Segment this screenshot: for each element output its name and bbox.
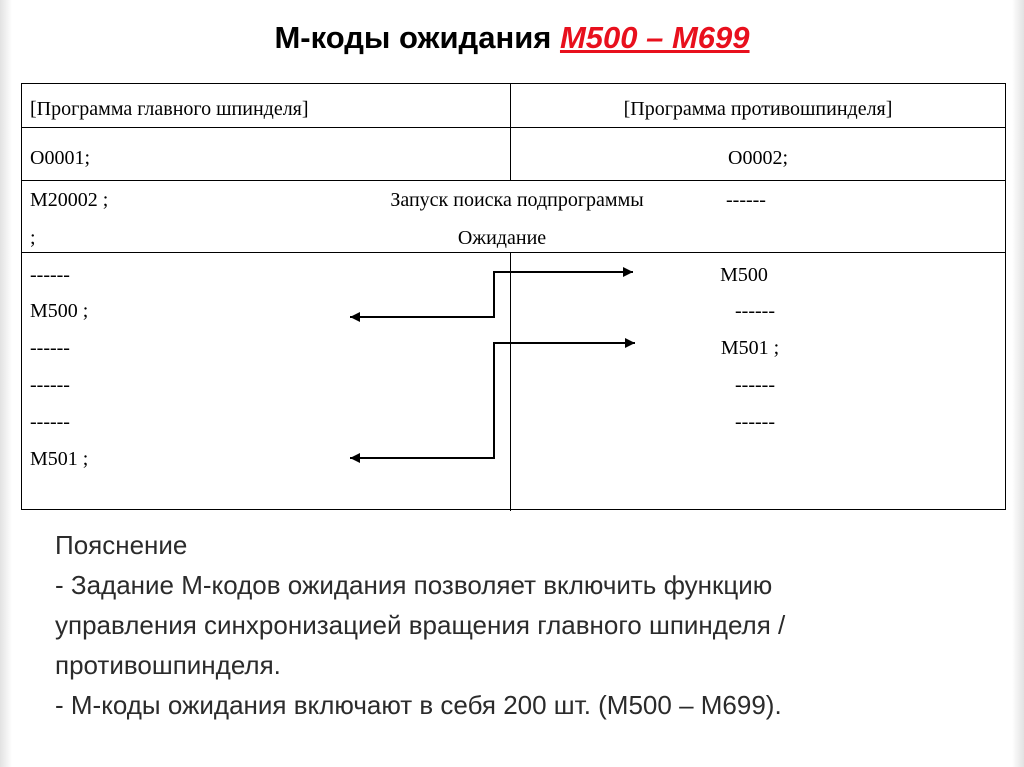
main-line: ------	[30, 337, 70, 359]
main-line: ------	[30, 264, 70, 286]
search-start-label: Запуск поиска подпрограммы	[390, 189, 644, 211]
header-sub-spindle: [Программа противошпинделя]	[623, 98, 893, 120]
main-line-m500: M500 ;	[30, 300, 89, 322]
title-prefix: М-коды ожидания	[274, 20, 560, 55]
main-program-number: O0001;	[30, 147, 90, 169]
sub-line: ------	[735, 374, 775, 396]
explanation-line: противошпинделя.	[55, 650, 281, 680]
sync-arrow-m501	[350, 338, 635, 463]
sub-line: ------	[735, 411, 775, 433]
start-dashes: ------	[726, 189, 766, 211]
sync-arrow-m500	[350, 267, 633, 322]
start-code: M20002 ;	[30, 189, 109, 211]
start-semicolon: ;	[30, 227, 36, 249]
explanation-block	[55, 525, 985, 725]
sub-line-m501: M501 ;	[720, 337, 780, 359]
explanation-line: - М-коды ожидания включают в себя 200 шт. (M500 – M699).	[55, 690, 782, 720]
sub-line: ------	[735, 300, 775, 322]
sub-line-m500: M500	[720, 264, 768, 286]
wait-label: Ожидание	[457, 227, 547, 249]
main-line-m501: M501 ;	[30, 448, 89, 470]
main-line: ------	[30, 411, 70, 433]
title-highlight: M500 – M699	[559, 20, 750, 55]
explanation-line: управления синхронизацией вращения главного шпинделя /	[55, 610, 786, 640]
main-line: ------	[30, 374, 70, 396]
sub-program-number: O0002;	[728, 147, 788, 169]
header-main-spindle: [Программа главного шпинделя]	[30, 98, 309, 120]
explanation-heading: Пояснение	[55, 530, 188, 560]
explanation-line: - Задание М-кодов ожидания позволяет включить функцию	[55, 570, 773, 600]
